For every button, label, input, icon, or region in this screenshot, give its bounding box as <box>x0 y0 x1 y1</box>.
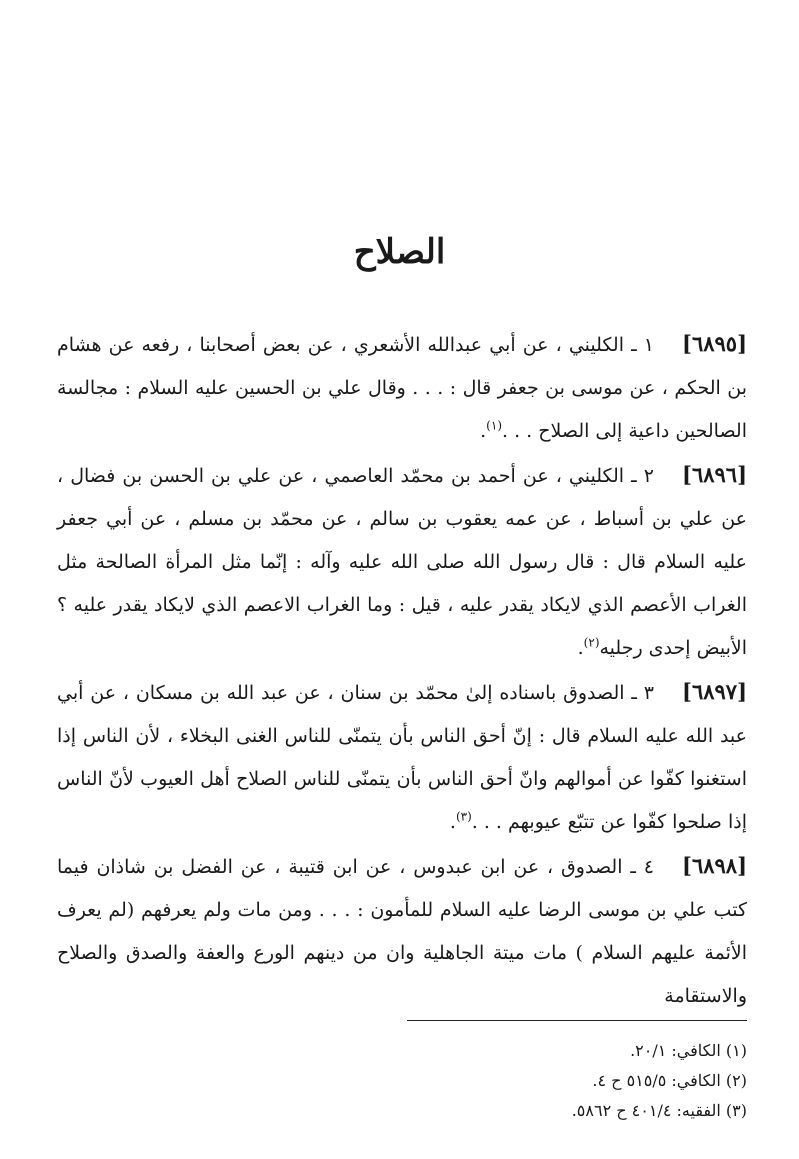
footnote-marker: (٢) <box>583 635 600 650</box>
hadith-entry <box>57 322 747 453</box>
entries-list <box>57 322 747 1018</box>
hadith-entry <box>57 453 747 670</box>
entry-text: ٣ ـ الصدوق باسناده إلىٰ محمّد بن سنان ، عن عبد الله بن مسكان ، عن أبي عبد الله عليه السلام قال : إنّ أحق الناس بأن يتمنّى للناس الغنى البخلاء ، لأن الناس إذا استغنوا كفّوا عن أموالهم وانّ أحق الناس بأن يتمنّى للناس الصلاح أهل العيوب لأنّ الناس إذا صلحوا كفّوا عن تتبّع عيوبهم . . . <box>57 682 747 833</box>
footnote: (٣) الفقيه: ٤٠١/٤ ح ٥٨٦٢. <box>571 1101 747 1120</box>
entry-number: [٦٨٩٥] <box>682 331 747 356</box>
entry-text: ١ ـ الكليني ، عن أبي عبدالله الأشعري ، عن بعض أصحابنا ، رفعه عن هشام بن الحكم ، عن موسى بن جعفر قال : . . . وقال علي بن الحسين عليه السلام : مجالسة الصالحين داعية إلى الصلاح . . . <box>57 334 747 442</box>
footnote: (٢) الكافي: ٥١٥/٥ ح ٤. <box>592 1071 747 1090</box>
entry-end: . <box>449 811 456 833</box>
page-title: الصلاح <box>353 232 446 272</box>
entry-text: ٤ ـ الصدوق ، عن ابن عبدوس ، عن ابن قتيبة ، عن الفضل بن شاذان فيما كتب علي بن موسى الرضا عليه السلام للمأمون : . . . ومن مات ولم يعرفهم (لم يعرف الأئمة عليهم السلام ) مات ميتة الجاهلية وان من دينهم الورع والعفة والصدق والصلاح والاستقامة <box>57 856 747 1007</box>
footnote-marker: (١) <box>486 418 502 433</box>
entry-number: [٦٨٩٦] <box>682 462 747 487</box>
hadith-entry <box>57 844 747 1018</box>
hadith-entry <box>57 670 747 844</box>
footnote: (١) الكافي: ٢٠/١. <box>630 1041 747 1060</box>
footnote-divider <box>407 1020 747 1021</box>
entry-end: . <box>577 637 584 659</box>
footnote-marker: (٣) <box>455 809 472 824</box>
footnotes-section <box>247 1036 747 1126</box>
entry-number: [٦٨٩٨] <box>682 853 747 878</box>
entry-text: ٢ ـ الكليني ، عن أحمد بن محمّد العاصمي ، عن علي بن الحسن بن فضال ، عن علي بن أسباط ، عن عمه يعقوب بن سالم ، عن محمّد بن مسلم ، عن أبي جعفر عليه السلام قال : قال رسول الله صلى الله عليه وآله : إنّما مثل المرأة الصالحة مثل الغراب الأعصم الذي لايكاد يقدر عليه ، قيل : وما الغراب الاعصم الذي لايكاد يقدر عليه ؟ الأبيض إحدى رجليه <box>57 465 747 659</box>
entry-end: . <box>480 420 487 442</box>
entry-number: [٦٨٩٧] <box>682 679 747 704</box>
